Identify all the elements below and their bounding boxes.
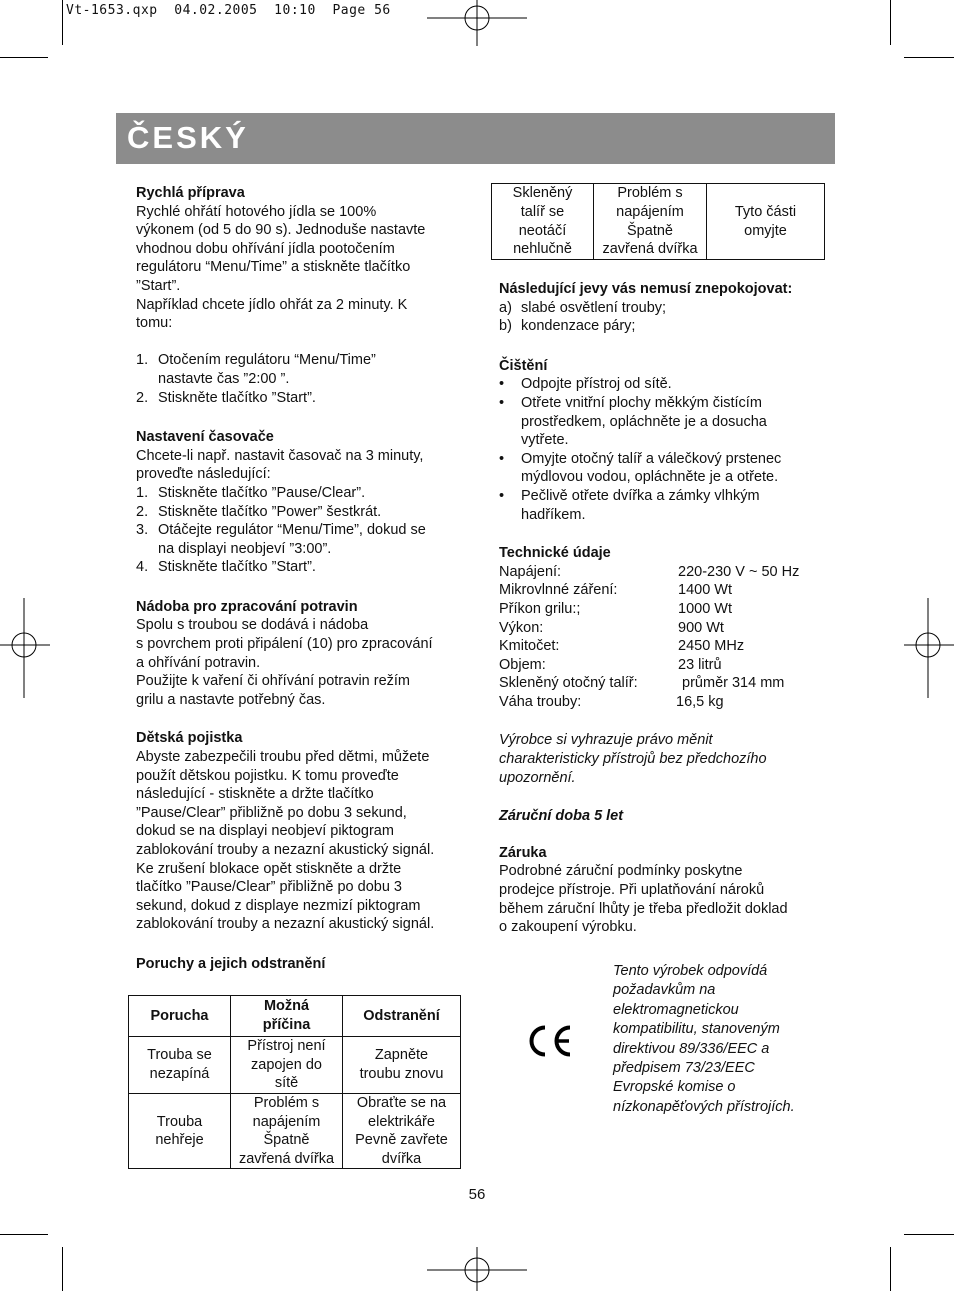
- spec-value: 2450 MHz: [678, 638, 745, 655]
- table-row: [492, 184, 825, 260]
- text-line: proveďte následující:: [136, 466, 271, 483]
- text-line: regulátoru “Menu/Time” a stiskněte tlačítko: [136, 259, 411, 276]
- list-item: 3. Otáčejte regulátor “Menu/Time”, dokud se na displayi neobjeví ”3:00”.: [136, 522, 426, 557]
- section-heading: Záruka: [499, 844, 547, 861]
- manufacturer-note: Výrobce si vyhrazuje právo měnit charakteristicky přístrojů bez předchozího upozornění.: [499, 732, 767, 786]
- table-cell: Skleněný talíř se neotáčí nehlučně: [492, 184, 594, 260]
- list-item: 1. Stiskněte tlačítko ”Pause/Clear”.: [136, 484, 366, 501]
- list-item: b) kondenzace páry;: [499, 318, 636, 335]
- registration-mark-icon: [427, 0, 527, 46]
- list-item: • Omyjte otočný talíř a válečkový prstenec mýdlovou vodou, opláchněte je a otřete.: [499, 450, 782, 486]
- text-line: tomu:: [136, 315, 173, 332]
- table-cell: Trouba nehřeje: [129, 1094, 231, 1169]
- text-line: vhodnou dobu ohřívání jídla pootočením: [136, 240, 395, 257]
- text-line: následující - stiskněte a držte tlačítko: [136, 786, 374, 803]
- text-line: Chcete-li např. nastavit časovač na 3 minuty,: [136, 447, 424, 464]
- ce-conformity-text: Tento výrobek odpovídá požadavkům na elektromagnetickou kompatibilitu, stanoveným direktivou 89/336/EEC a předpisem 73/23/EEC Evropské komise o nízkonapěťových přístrojích.: [613, 963, 795, 1115]
- numbered-list: [136, 484, 460, 577]
- list-item: • Otřete vnitřní plochy měkkým čistícím prostředkem, opláchněte je a dosucha vytřete.: [499, 394, 767, 449]
- list-item: 2. Stiskněte tlačítko ”Power” šestkrát.: [136, 503, 382, 520]
- section-heading: Čištění: [499, 357, 548, 374]
- table-header-cell: Možná příčina: [231, 996, 343, 1037]
- text-line: grilu a nastavte potřebný čas.: [136, 691, 326, 708]
- list-item: a) slabé osvětlení trouby;: [499, 299, 667, 316]
- ce-mark-icon: [526, 1024, 572, 1058]
- spec-value: průměr 314 mm: [678, 675, 785, 692]
- text-line: tlačítko ”Pause/Clear” přibližně po dobu 3: [136, 879, 402, 896]
- text-line: ”Start”.: [136, 277, 181, 294]
- text-line: Abyste zabezpečili troubu před dětmi, můžete: [136, 749, 430, 766]
- crop-mark: [904, 1234, 954, 1235]
- fault-table-continued: [491, 183, 825, 260]
- table-row: [129, 1037, 461, 1094]
- crop-mark: [0, 1234, 48, 1235]
- text-line: Použijte k vaření či ohřívání potravin režím: [136, 673, 411, 690]
- section-heading: Poruchy a jejich odstranění: [136, 955, 326, 972]
- page-number: 56: [468, 1186, 486, 1203]
- crop-mark: [904, 57, 954, 58]
- spec-value: 1400 Wt: [678, 582, 732, 599]
- text-line: ”Pause/Clear” přibližně po dobu 3 sekund,: [136, 804, 407, 821]
- list-item: • Odpojte přístroj od sítě.: [499, 376, 672, 393]
- text-line: během záruční lhůty je třeba předložit doklad: [499, 900, 788, 917]
- spec-label: Kmitočet:: [499, 638, 560, 655]
- banner-title: ČESKÝ: [127, 120, 249, 155]
- lettered-list: [499, 299, 829, 336]
- registration-mark-icon: [427, 1247, 527, 1291]
- list-item: 2. Stiskněte tlačítko ”Start”.: [136, 389, 316, 406]
- spec-value: 1000 Wt: [678, 600, 732, 617]
- spec-value: 220-230 V ~ 50 Hz: [678, 563, 800, 580]
- table-cell: Problém s napájením Špatně zavřená dvířka: [231, 1094, 343, 1169]
- bullet-list: [499, 375, 829, 524]
- text-line: Ke zrušení blokace opět stiskněte a držte: [136, 860, 402, 877]
- spec-value: 16,5 kg: [676, 693, 724, 710]
- table-cell: Trouba se nezapíná: [129, 1037, 231, 1094]
- text-line: a ohřívání potravin.: [136, 654, 261, 671]
- section-heading: Nádoba pro zpracování potravin: [136, 598, 358, 615]
- fault-table: [128, 995, 461, 1169]
- crop-mark: [890, 0, 891, 45]
- text-line: použít dětskou pojistku. K tomu proveďte: [136, 767, 399, 784]
- spec-label: Objem:: [499, 656, 546, 673]
- spec-label: Napájení:: [499, 563, 562, 580]
- text-line: Například chcete jídlo ohřát za 2 minuty. K: [136, 296, 408, 313]
- list-item: 1. Otočením regulátoru “Menu/Time” nastavte čas ”2:00 ”.: [136, 352, 376, 387]
- text-line: o zakoupení výrobku.: [499, 919, 637, 936]
- text-line: dokud se na displayi neobjeví piktogram: [136, 823, 394, 840]
- list-item: • Pečlivě otřete dvířka a zámky vlhkým hadříkem.: [499, 487, 760, 523]
- right-column: [499, 280, 829, 937]
- section-heading: Nastavení časovače: [136, 429, 274, 446]
- numbered-list: [136, 351, 460, 407]
- registration-mark-icon: [904, 598, 954, 698]
- section-heading: Dětská pojistka: [136, 730, 243, 747]
- table-header-cell: Odstranění: [343, 996, 461, 1037]
- spec-label: Mikrovlnné záření:: [499, 582, 618, 599]
- section-heading: Technické údaje: [499, 545, 611, 562]
- spec-label: Skleněný otočný talíř:: [499, 675, 638, 692]
- language-banner: [116, 113, 835, 164]
- text-line: Rychlé ohřátí hotového jídla se 100%: [136, 203, 377, 220]
- text-line: Spolu s troubou se dodává i nádoba: [136, 617, 369, 634]
- tech-specs: [499, 563, 829, 712]
- spec-value: 23 litrů: [678, 656, 722, 673]
- table-header-row: [129, 996, 461, 1037]
- spec-value: 900 Wt: [678, 619, 724, 636]
- crop-mark: [62, 1247, 63, 1291]
- crop-mark: [890, 1247, 891, 1291]
- table-row: [129, 1094, 461, 1169]
- table-header-cell: Porucha: [129, 996, 231, 1037]
- text-line: prodejce přístroje. Při uplatňování nároků: [499, 882, 765, 899]
- text-line: Podrobné záruční podmínky poskytne: [499, 863, 743, 880]
- crop-mark: [62, 0, 63, 45]
- left-column: [136, 184, 460, 974]
- crop-mark: [0, 57, 48, 58]
- text-line: zablokování trouby a nezazní akustický signál.: [136, 916, 435, 933]
- text-line: s povrchem proti připálení (10) pro zpracování: [136, 636, 433, 653]
- text-line: sekund, dokud z displaye nezmizí piktogram: [136, 897, 421, 914]
- section-heading: Následující jevy vás nemusí znepokojovat:: [499, 281, 793, 297]
- spec-label: Výkon:: [499, 619, 544, 636]
- print-slug: Vt-1653.qxp 04.02.2005 10:10 Page 56: [66, 3, 391, 18]
- registration-mark-icon: [0, 598, 50, 698]
- text-line: zablokování trouby a nezazní akustický signál.: [136, 842, 435, 858]
- list-item: 4. Stiskněte tlačítko ”Start”.: [136, 559, 316, 576]
- spec-label: Příkon grilu:;: [499, 600, 581, 617]
- table-cell: Zapněte troubu znovu: [343, 1037, 461, 1094]
- warranty-period: Záruční doba 5 let: [499, 808, 624, 825]
- text-line: výkonem (od 5 do 90 s). Jednoduše nastavte: [136, 222, 426, 239]
- table-cell: Tyto části omyjte: [707, 184, 825, 260]
- table-cell: Obraťte se na elektrikáře Pevně zavřete dvířka: [343, 1094, 461, 1169]
- table-cell: Problém s napájením Špatně zavřená dvířka: [594, 184, 707, 260]
- section-heading: Rychlá příprava: [136, 185, 245, 201]
- spec-label: Váha trouby:: [499, 693, 582, 710]
- table-cell: Přístroj není zapojen do sítě: [231, 1037, 343, 1094]
